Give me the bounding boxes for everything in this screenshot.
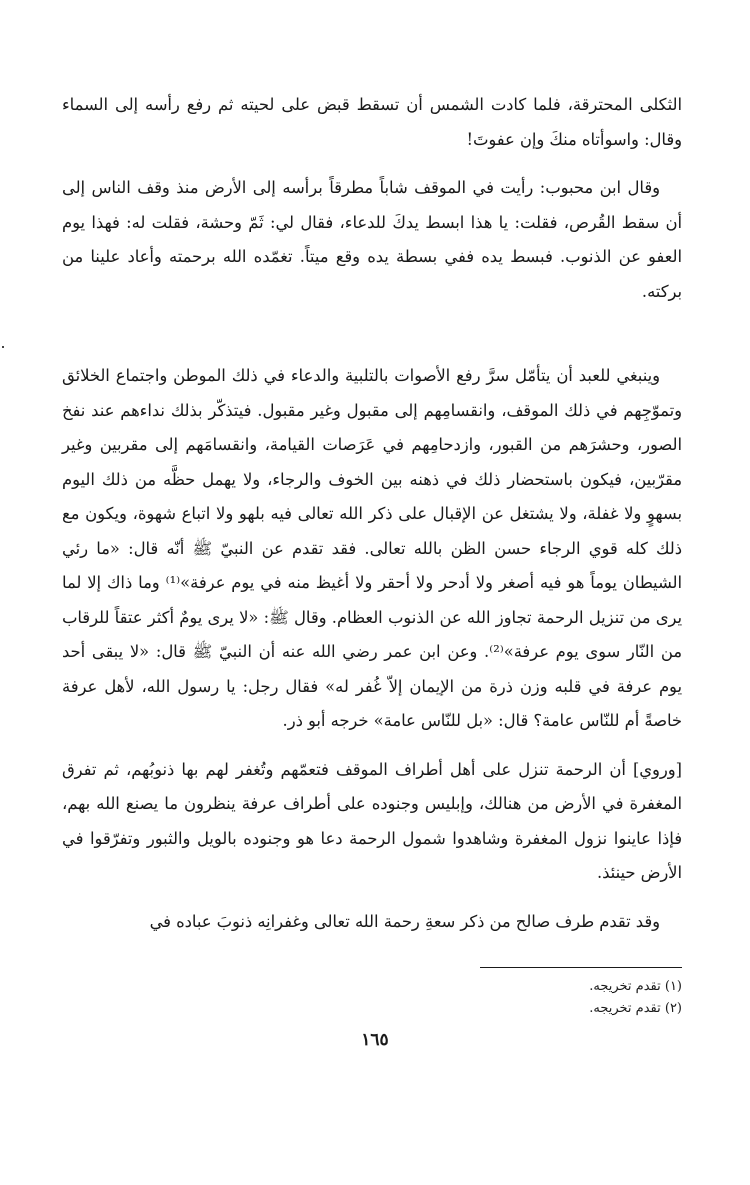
footnote-2: (٢) تقدم تخريجه. [589, 1001, 682, 1016]
margin-mark [2, 346, 4, 348]
paragraph-3: وينبغي للعبد أن يتأمّل سرَّ رفع الأصوات بالتلبية والدعاء في ذلك الموطن واجتماع الخلائق وتموّجِهم في ذلك الموقف، وانقسامِهم إلى مقبول وغير مقبول. فيتذكّر بذلك نداءهم عند نفخ الصور، وحشرَهم من القبور، وازدحامِهم في عَرَصات القيامة، وانقسامَهم إلى مقربين وغير مقرّبين، فيكون باستحضار ذلك في ذهنه بين الخوف والرجاء، ولا يهمل حظَّه من ذلك اليوم بسهوٍ ولا غفلة، ولا يشتغل عن الإقبال على ذكر الله تعالى فيه بلهو ولا اتباع شهوة، ويكون مع ذلك كله قوي الرجاء حسن الظن بالله تعالى. فقد تقدم عن النبيّ ﷺ أنّه قال: «ما رئي الشيطان يوماً هو فيه أصغر ولا أدحر ولا أحقر ولا أغيظ منه في يوم عرفة»⁽¹⁾ وما ذاك إلا لما يرى من تنزيل الرحمة تجاوز الله عن الذنوب العظام. وقال ﷺ: «لا يرى يومٌ أكثر عتقاً للرقاب من النّار سوى يوم عرفة»⁽²⁾. وعن ابن عمر رضي الله عنه أن النبيّ ﷺ قال: «لا يبقى أحد يوم عرفة في قلبه وزن ذرة من الإيمان إلاّ غُفر له» فقال رجل: يا رسول الله، لأهل عرفة خاصةً أم للنّاس عامة؟ قال: «بل للنّاس عامة» خرجه أبو ذر. [62, 366, 682, 730]
paragraph-5: وقد تقدم طرف صالح من ذكر سعةِ رحمة الله تعالى وغفرانِه ذنوبَ عباده في [149, 911, 660, 931]
footnotes [62, 976, 682, 1020]
page-number: ١٦٥ [361, 1030, 389, 1050]
footnote-1: (١) تقدم تخريجه. [589, 979, 682, 994]
paragraph-1: الثكلى المحترقة، فلما كادت الشمس أن تسقط قبض على لحيته ثم رفع رأسه إلى السماء وقال: واسوأتاه منكَ وإن عفوتَ! [62, 95, 682, 149]
paragraph-4: [وروي] أن الرحمة تنزل على أهل أطراف الموقف فتعمّهم وتُغفر لهم بها ذنوبُهم، ثم تفرق المغفرة في الأرض من هنالك، وإبليس وجنوده على أطراف عرفة ينظرون ما يصنع الله بهم، فإذا عاينوا نزول المغفرة وشاهدوا شمول الرحمة دعا هو وجنوده بالويل والثبور وتفرّقوا في الأرض حينئذ. [62, 759, 682, 882]
paragraph-2: وقال ابن محبوب: رأيت في الموقف شاباً مطرقاً برأسه إلى الأرض منذ وقف الناس إلى أن سقط القُرص، فقلت: يا هذا ابسط يدكَ للدعاء، فقال لي: ثَمّ وحشة، فقلت له: فهذا يوم العفو عن الذنوب. فبسط يده ففي بسطة يده وقع ميتاً. تغمّده الله برحمته وأعاد علينا من بركته. [62, 178, 682, 301]
footnote-divider [480, 967, 682, 968]
page-body [62, 88, 682, 939]
